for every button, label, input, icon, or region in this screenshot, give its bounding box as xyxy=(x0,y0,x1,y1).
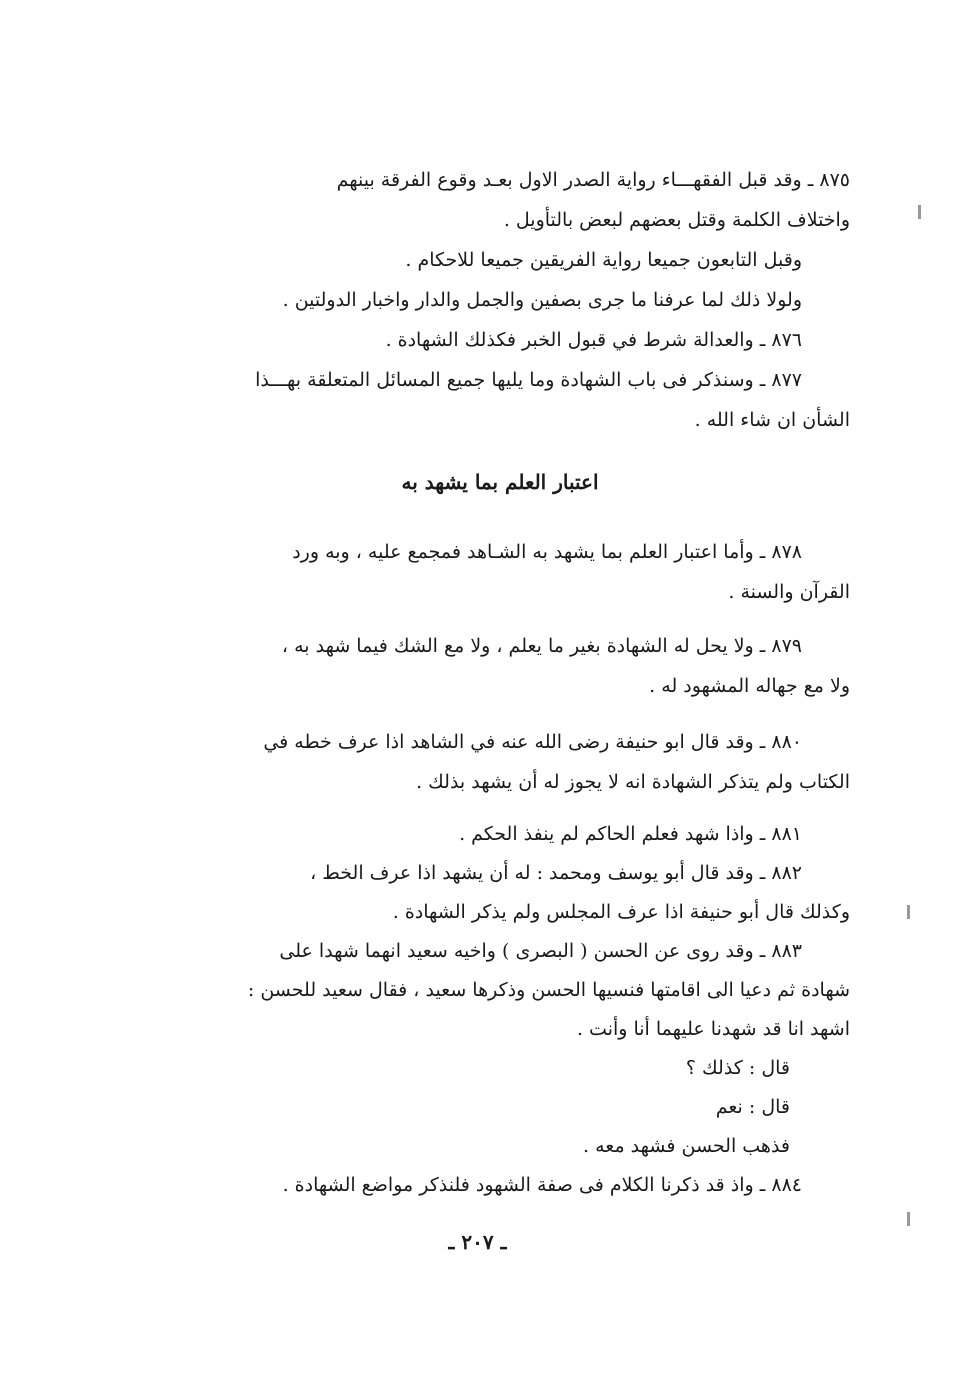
scan-mark xyxy=(907,905,910,919)
text-line: ٨٨٤ ـ واذ قد ذكرنا الكلام فى صفة الشهود فلنذكر مواضع الشهادة . xyxy=(282,1174,802,1196)
text-line: اشهد انا قد شهدنا عليهما أنا وأنت . xyxy=(576,1018,850,1040)
paragraph-880 xyxy=(150,722,850,802)
paragraph-879 xyxy=(150,626,850,706)
text-line: ٨٧٧ ـ وسنذكر فى باب الشهادة وما يليها جميع المسائل المتعلقة بهـــذا xyxy=(255,369,802,391)
text-line: الشأن ان شاء الله . xyxy=(694,409,850,431)
page-number: ـ ٢٠٧ ـ xyxy=(448,1230,507,1254)
paragraph-878 xyxy=(150,532,850,612)
text-line: ٨٨٣ ـ وقد روى عن الحسن ( البصرى ) واخيه سعيد انهما شهدا على xyxy=(279,940,802,962)
text-line: ٨٧٥ ـ وقد قبل الفقهـــاء رواية الصدر الاول بعـد وقوع الفرقة بينهم xyxy=(336,169,850,191)
text-line: الكتاب ولم يتذكر الشهادة انه لا يجوز له أن يشهد بذلك . xyxy=(416,771,850,793)
text-line: ٨٧٦ ـ والعدالة شرط في قبول الخبر فكذلك الشهادة . xyxy=(385,329,802,351)
text-line: واختلاف الكلمة وقتل بعضهم لبعض بالتأويل . xyxy=(503,209,850,231)
text-line: قال : نعم xyxy=(715,1096,790,1118)
section-heading: اعتبار العلم بما يشهد به xyxy=(401,470,599,494)
text-line: وكذلك قال أبو حنيفة اذا عرف المجلس ولم يذكر الشهادة . xyxy=(392,901,850,923)
text-line: ٨٧٩ ـ ولا يحل له الشهادة بغير ما يعلم ، ولا مع الشك فيما شهد به ، xyxy=(281,635,802,657)
text-line: ٨٨٠ ـ وقد قال ابو حنيفة رضى الله عنه في الشاهد اذا عرف خطه في xyxy=(263,731,802,753)
text-line: ٨٨٢ ـ وقد قال أبو يوسف ومحمد : له أن يشهد اذا عرف الخط ، xyxy=(310,862,802,884)
text-line: وقبل التابعون جميعا رواية الفريقين جميعا للاحكام . xyxy=(405,249,802,271)
text-line: القرآن والسنة . xyxy=(728,581,850,603)
text-line: ولولا ذلك لما عرفنا ما جرى بصفين والجمل والدار واخبار الدولتين . xyxy=(282,289,802,311)
text-line: ولا مع جهاله المشهود له . xyxy=(649,675,850,697)
text-line: شهادة ثم دعيا الى اقامتها فنسيها الحسن وذكرها سعيد ، فقال سعيد للحسن : xyxy=(247,979,850,1001)
paragraphs-881-884 xyxy=(150,815,850,1205)
text-line: ٨٧٨ ـ وأما اعتبار العلم بما يشهد به الشـاهد فمجمع عليه ، وبه ورد xyxy=(292,541,802,563)
scan-mark xyxy=(907,1212,910,1226)
paragraphs-875-877 xyxy=(150,160,850,440)
scan-mark xyxy=(918,205,921,219)
text-line: قال : كذلك ؟ xyxy=(685,1057,790,1079)
text-line: ٨٨١ ـ واذا شهد فعلم الحاكم لم ينفذ الحكم . xyxy=(459,823,802,845)
text-line: فذهب الحسن فشهد معه . xyxy=(583,1135,790,1157)
